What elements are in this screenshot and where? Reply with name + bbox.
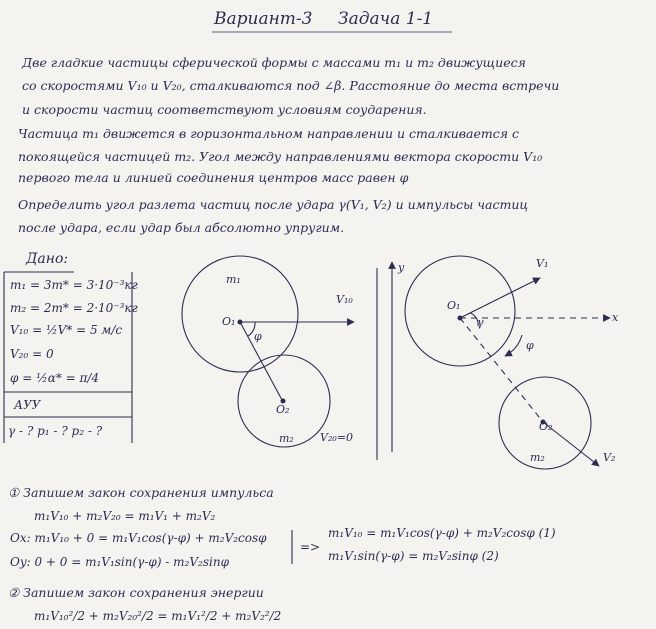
- step1-title: ① Запишем закон сохранения импульса: [8, 485, 274, 500]
- problem-line: и скорости частиц соответствуют условиям соударения.: [22, 102, 427, 117]
- o1-label: O₁: [222, 315, 236, 328]
- o1-dot: [458, 316, 462, 320]
- gamma-label: γ: [477, 316, 484, 329]
- v10-label: V₁₀: [336, 293, 353, 306]
- problem-line: Частица m₁ движется в горизонтальном направлении и сталкивается с: [18, 126, 520, 141]
- y-axis-label: y: [398, 261, 405, 274]
- variant-heading: Вариант-3: [214, 9, 313, 29]
- o1-label: O₁: [447, 299, 461, 312]
- given-item: m₁ = 3m* = 3·10⁻³кг: [10, 278, 138, 292]
- step2-title: ② Запишем закон сохранения энергии: [8, 585, 264, 600]
- x-axis-label: x: [612, 311, 619, 324]
- given-frame: [4, 272, 132, 443]
- problem-line: первого тела и линией соединения центров масс равен φ: [18, 170, 409, 185]
- given-item: V₂₀ = 0: [10, 347, 54, 361]
- particle-m1-circle: [405, 256, 515, 366]
- given-separator-label: АУУ: [14, 398, 41, 412]
- v1-arrow: [460, 278, 540, 318]
- energy-equation: m₁V₁₀²/2 + m₂V₂₀²/2 = m₁V₁²/2 + m₂V₂²/2: [34, 609, 282, 623]
- o2-label: O₂: [539, 420, 553, 433]
- m1-label: m₁: [226, 273, 241, 286]
- centers-dashed-line: [460, 318, 543, 422]
- find-line: γ - ? p₁ - ? p₂ - ?: [8, 424, 103, 438]
- problem-line: Определить угол разлета частиц после удара γ(V₁, V₂) и импульсы частиц: [18, 197, 529, 212]
- o1-dot: [238, 320, 242, 324]
- v1-label: V₁: [536, 257, 549, 270]
- phi-label: φ: [254, 330, 262, 343]
- problem-line: после удара, если удар был абсолютно упругим.: [18, 220, 345, 235]
- result-eq-1: m₁V₁₀ = m₁V₁cos(γ-φ) + m₂V₂cosφ (1): [328, 526, 556, 540]
- m2-label: m₂: [530, 451, 545, 464]
- phi-label: φ: [526, 339, 534, 352]
- ox-projection: Ox: m₁V₁₀ + 0 = m₁V₁cos(γ-φ) + m₂V₂cosφ: [10, 531, 267, 545]
- implies-arrow: =>: [300, 540, 321, 554]
- problem-line: Две гладкие частицы сферической формы с массами m₁ и m₂ движущиеся: [22, 55, 526, 70]
- given-title: Дано:: [26, 251, 69, 267]
- v20-label: V₂₀=0: [320, 431, 353, 444]
- v2-label: V₂: [603, 451, 616, 464]
- result-eq-2: m₁V₁sin(γ-φ) = m₂V₂sinφ (2): [328, 549, 499, 563]
- m2-label: m₂: [279, 432, 294, 445]
- given-item: m₂ = 2m* = 2·10⁻³кг: [10, 301, 138, 315]
- given-item: φ = ½α* = π/4: [10, 371, 100, 385]
- given-item: V₁₀ = ½V* = 5 м/с: [10, 323, 123, 337]
- problem-line: покоящейся частицей m₂. Угол между направлениями вектора скорости V₁₀: [18, 149, 543, 164]
- problem-line: со скоростями V₁₀ и V₂₀, сталкиваются под ∠β. Расстояние до места встречи: [22, 78, 560, 93]
- task-heading: Задача 1-1: [338, 9, 434, 29]
- o2-label: O₂: [276, 403, 290, 416]
- oy-projection: Oy: 0 + 0 = m₁V₁sin(γ-φ) - m₂V₂sinφ: [10, 555, 229, 569]
- momentum-equation: m₁V₁₀ + m₂V₂₀ = m₁V₁ + m₂V₂: [34, 509, 216, 523]
